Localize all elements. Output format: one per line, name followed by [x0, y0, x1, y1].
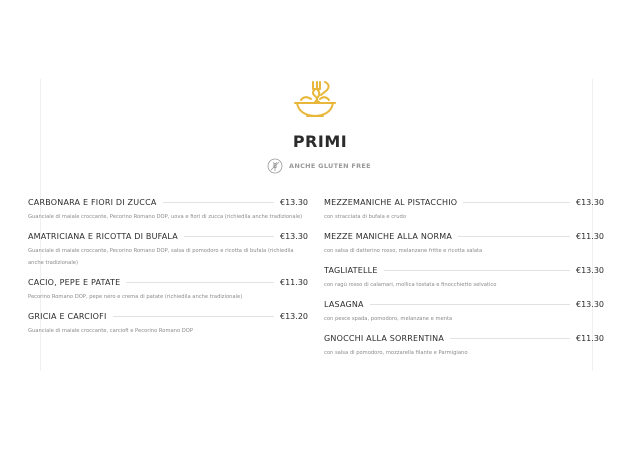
menu-item [324, 297, 604, 325]
item-name: GRICIA E CARCIOFI [28, 311, 107, 321]
wheat-icon [267, 158, 283, 174]
item-description: con ragù rosso di calamari, mollica tostata e finocchietto selvatico [324, 282, 497, 288]
menu-column-left [28, 195, 308, 337]
item-price: €11.30 [280, 277, 308, 287]
item-name: MEZZEMANICHE AL PISTACCHIO [324, 197, 458, 207]
dotted-leader [163, 202, 274, 203]
item-price: €13.30 [576, 197, 604, 207]
item-name: GNOCCHI ALLA SORRENTINA [324, 333, 444, 343]
item-description: Guanciale di maiale croccante, Pecorino Romano DOP, salsa di pomodoro e ricotta di bufala (richiedila anche tradizionale) [28, 248, 294, 266]
section-title: PRIMI [292, 132, 348, 151]
menu-item [28, 275, 308, 303]
dotted-leader [450, 338, 570, 339]
item-name: LASAGNA [324, 299, 364, 309]
menu-item [28, 229, 308, 269]
dotted-leader [463, 202, 570, 203]
pasta-fork-icon [293, 79, 337, 119]
item-price: €13.30 [576, 265, 604, 275]
item-description: Guanciale di maiale croccante, carciofi e Pecorino Romano DOP [28, 328, 193, 334]
item-price: €13.20 [280, 311, 308, 321]
menu-item [324, 195, 604, 223]
dotted-leader [370, 304, 570, 305]
item-name: MEZZE MANICHE ALLA NORMA [324, 231, 453, 241]
gluten-free-badge [267, 157, 371, 175]
item-description: con pesce spada, pomodoro, melanzane e menta [324, 316, 453, 322]
item-description: con salsa di pomodoro, mozzarella filante e Parmigiano [324, 350, 468, 356]
item-description: Pecorino Romano DOP, pepe nero e crema di patate (richiedila anche tradizionale) [28, 294, 243, 300]
item-price: €13.30 [280, 197, 308, 207]
item-price: €11.30 [576, 333, 604, 343]
item-description: con stracciata di bufala e crudo [324, 214, 407, 220]
menu-item [28, 195, 308, 223]
dotted-leader [458, 236, 570, 237]
menu-item [324, 331, 604, 359]
dotted-leader [184, 236, 274, 237]
menu-item [28, 309, 308, 337]
item-description: Guanciale di maiale croccante, Pecorino Romano DOP, uova e fiori di zucca (richiedila anche tradizionale) [28, 214, 303, 220]
item-price: €13.30 [280, 231, 308, 241]
menu-item [324, 229, 604, 257]
item-price: €11.30 [576, 231, 604, 241]
dotted-leader [126, 282, 274, 283]
gluten-free-label: ANCHE GLUTEN FREE [289, 162, 371, 170]
menu-item [324, 263, 604, 291]
item-name: TAGLIATELLE [324, 265, 378, 275]
item-price: €13.30 [576, 299, 604, 309]
item-name: CARBONARA E FIORI DI ZUCCA [28, 197, 157, 207]
dotted-leader [384, 270, 570, 271]
item-name: CACIO, PEPE E PATATE [28, 277, 121, 287]
item-description: con salsa di datterino rosso, melanzane fritte e ricotta salata [324, 248, 483, 254]
menu-column-right [324, 195, 604, 359]
dotted-leader [113, 316, 275, 317]
item-name: AMATRICIANA E RICOTTA DI BUFALA [28, 231, 178, 241]
